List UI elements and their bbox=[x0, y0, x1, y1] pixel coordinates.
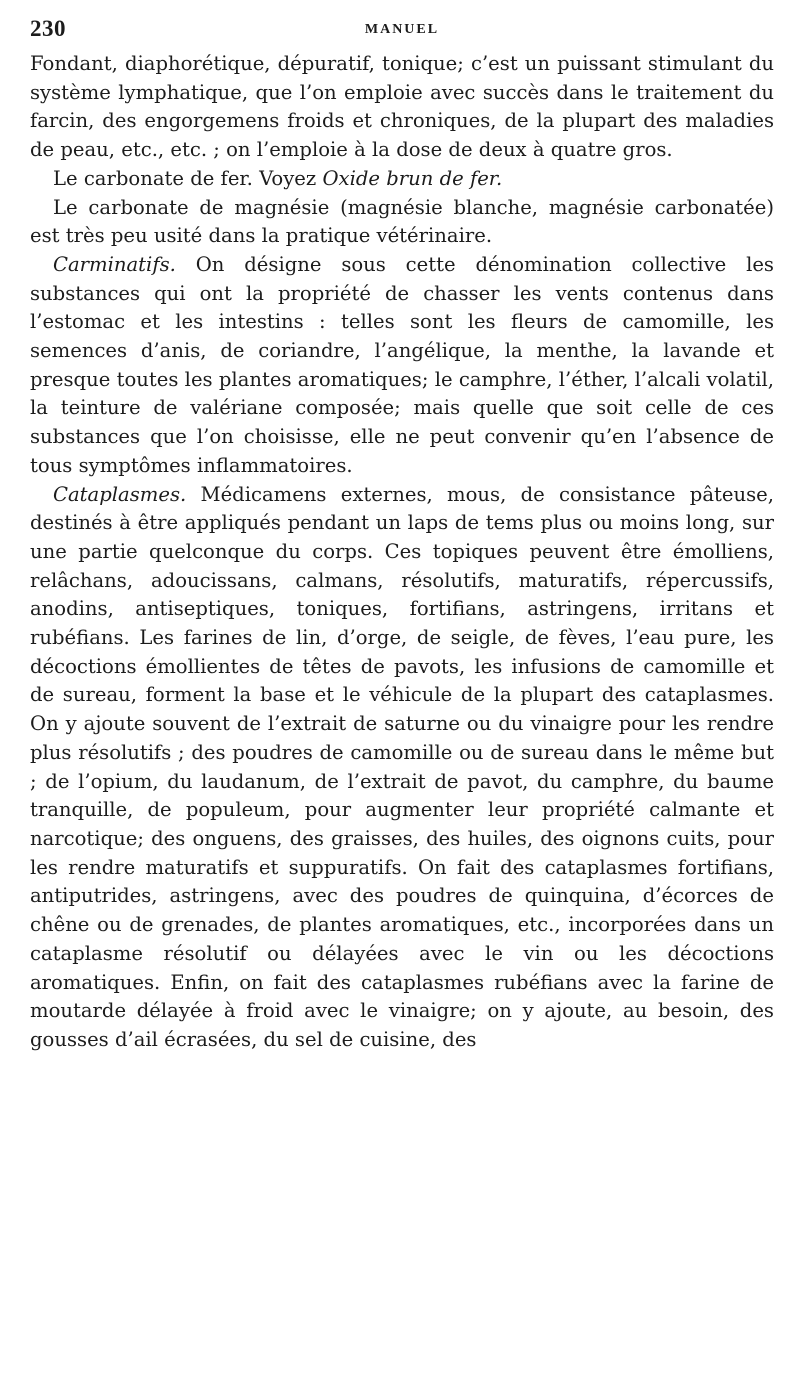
entry-heading: Carminatifs. bbox=[53, 252, 176, 276]
body-text bbox=[30, 50, 774, 1055]
entry-heading: Cataplasmes. bbox=[53, 482, 187, 506]
paragraph-carbonate-fer bbox=[30, 165, 774, 194]
paragraph-text: Le carbonate de magnésie (magnésie blanche, magnésie carbonatée) est très peu usité dans la pratique vétérinaire. bbox=[30, 195, 774, 248]
paragraph-text: Fondant, diaphorétique, dépuratif, tonique; c’est un puissant stimulant du système lymphatique, que l’on emploie avec succès dans le traitement du farcin, des engorgemens froids et chroniques, de la plupart des maladies de peau, etc., etc. ; on l’emploie à la dose de deux à quatre gros. bbox=[30, 52, 774, 162]
entry-text: Médicamens externes, mous, de consistance pâteuse, destinés à être appliqués pendant un laps de tems plus ou moins long, sur une partie quelconque du corps. Ces topiques peuvent être émolliens, relâchans, adoucissans, calmans, résolutifs, maturatifs, répercussifs, anodins, antiseptiques, toniques, fortifians, astringens, irritans et rubéfians. Les farines de lin, d’orge, de seigle, de fèves, l’eau pure, les décoctions émollientes de têtes de pavots, les infusions de camomille et de sureau, forment la base et le véhicule de la plupart des cataplasmes. On y ajoute souvent de l’extrait de saturne ou du vinaigre pour les rendre plus résolutifs ; des poudres de camomille ou de sureau dans le même but ; de l’opium, du laudanum, de l’extrait de pavot, du camphre, du baume tranquille, de populeum, pour augmenter leur propriété calmante et narcotique; des onguens, des graisses, des huiles, des oignons cuits, pour les rendre maturatifs et suppuratifs. On fait des cataplasmes fortifians, antiputrides, astringens, avec des poudres de quinquina, d’écorces de chêne ou de grenades, de plantes aromatiques, etc., incorporées dans un cataplasme résolutif ou délayées avec le vin ou les décoctions aromatiques. Enfin, on fait des cataplasmes rubéfians avec la farine de moutarde délayée à froid avec le vinaigre; on y ajoute, au besoin, des gousses d’ail écrasées, du sel de cuisine, des bbox=[30, 482, 774, 1051]
paragraph-calomel-properties bbox=[30, 50, 774, 165]
paragraph-carbonate-magnesie bbox=[30, 194, 774, 251]
page-header bbox=[30, 14, 774, 48]
entry-carminatifs bbox=[30, 251, 774, 481]
cross-reference: Oxide brun de fer. bbox=[322, 166, 503, 190]
entry-text: On désigne sous cette dénomination collective les substances qui ont la propriété de chasser les vents contenus dans l’estomac et les intestins : telles sont les fleurs de camomille, les semences d’anis, de coriandre, l’angélique, la menthe, la lavande et presque toutes les plantes aromatiques; le camphre, l’éther, l’alcali volatil, la teinture de valériane composée; mais quelle que soit celle de ces substances que l’on choisisse, elle ne peut convenir qu’en l’absence de tous symptômes inflammatoires. bbox=[30, 252, 774, 477]
entry-cataplasmes bbox=[30, 481, 774, 1055]
page-number: 230 bbox=[30, 16, 66, 41]
running-head: MANUEL bbox=[364, 22, 440, 37]
paragraph-text: Le carbonate de fer. Voyez bbox=[53, 166, 323, 190]
